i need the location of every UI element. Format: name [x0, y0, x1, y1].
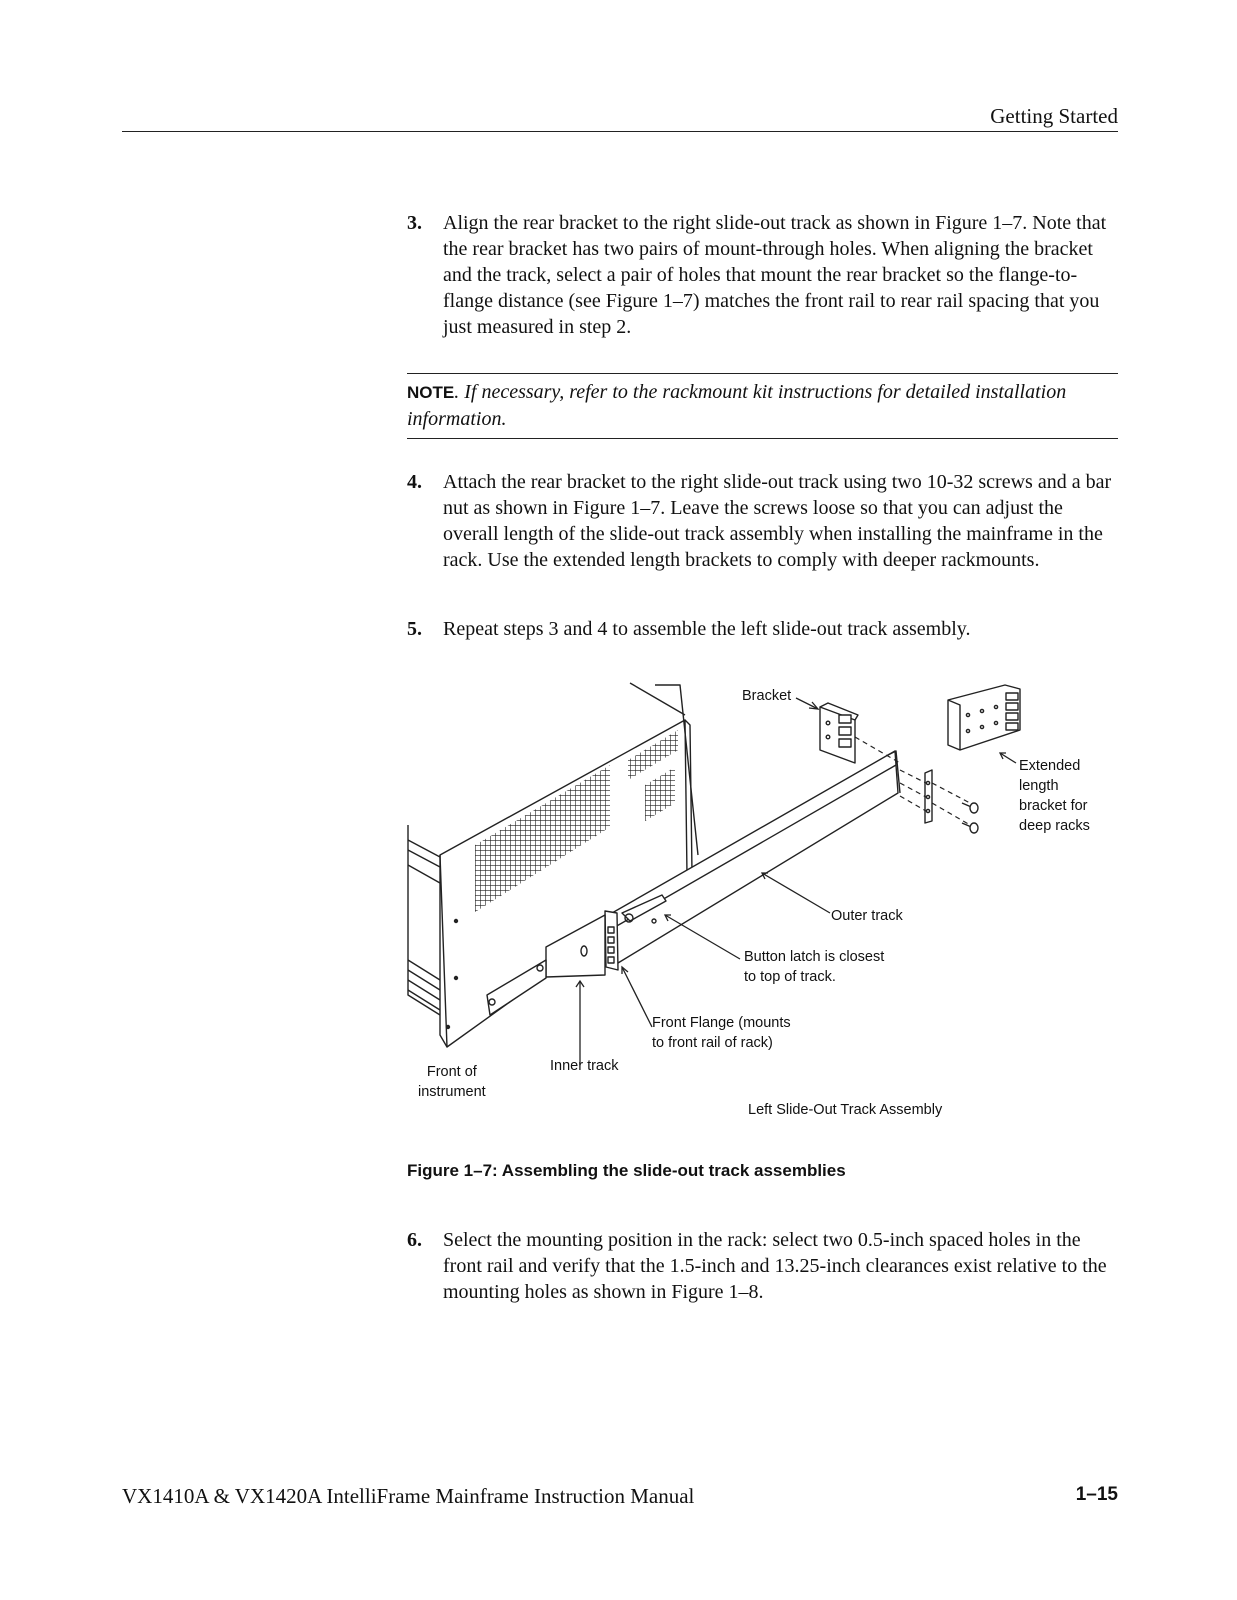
label-button-latch: Button latch is closest to top of track. [744, 949, 885, 985]
label-front-of-instrument: Front of instrument [418, 1064, 486, 1100]
step-number: 6. [407, 1229, 422, 1251]
step-6 [407, 1227, 1119, 1305]
label-assembly-title: Left Slide-Out Track Assembly [748, 1102, 943, 1118]
label-inner-track: Inner track [550, 1058, 619, 1074]
slide-out-track-illustration [400, 675, 1120, 1135]
step-number: 4. [407, 471, 422, 493]
figure-1-7 [400, 675, 1120, 1135]
note-text: . If necessary, refer to the rackmount kit instructions for detailed installation information. [407, 381, 1067, 430]
label-outer-track: Outer track [831, 908, 903, 924]
screw-2 [962, 823, 978, 833]
header-rule [122, 131, 1118, 132]
step-3 [407, 210, 1119, 340]
step-number: 3. [407, 212, 422, 234]
note-label: NOTE [407, 383, 455, 402]
label-extended-length-bracket: Extended length bracket for deep racks [1019, 758, 1090, 834]
footer-manual-title: VX1410A & VX1420A IntelliFrame Mainframe Instruction Manual [122, 1484, 695, 1508]
step-5 [407, 616, 1119, 642]
running-head: Getting Started [990, 104, 1118, 128]
label-bracket: Bracket [742, 688, 792, 704]
label-front-flange: Front Flange (mounts to front rail of rack) [652, 1015, 791, 1051]
figure-caption: Figure 1–7: Assembling the slide-out track assemblies [407, 1161, 846, 1180]
page-number: 1–15 [1075, 1484, 1118, 1505]
note-box [407, 373, 1118, 439]
step-4 [407, 469, 1119, 573]
step-number: 5. [407, 618, 422, 640]
step-text: Align the rear bracket to the right slide-out track as shown in Figure 1–7. Note that the rear bracket has two pairs of mount-through holes. When aligning the bracket and the track, select a pair of holes that mount the rear bracket so the flange-to-flange distance (see Figure 1–7) matches the front rail to rear rail spacing that you just measured in step 2. [443, 212, 1107, 338]
step-text: Select the mounting position in the rack: select two 0.5-inch spaced holes in the front rail and verify that the 1.5-inch and 13.25-inch clearances exist relative to the mounting holes as shown in Figure 1–8. [443, 1229, 1107, 1303]
screw-1 [962, 803, 978, 813]
step-text: Attach the rear bracket to the right slide-out track using two 10-32 screws and a bar nut as shown in Figure 1–7. Leave the screws loose so that you can adjust the overall length of the slide-out track assembly when installing the mainframe in the rack. Use the extended length brackets to comply with deeper rackmounts. [443, 471, 1112, 571]
step-text: Repeat steps 3 and 4 to assemble the left slide-out track assembly. [443, 618, 971, 640]
